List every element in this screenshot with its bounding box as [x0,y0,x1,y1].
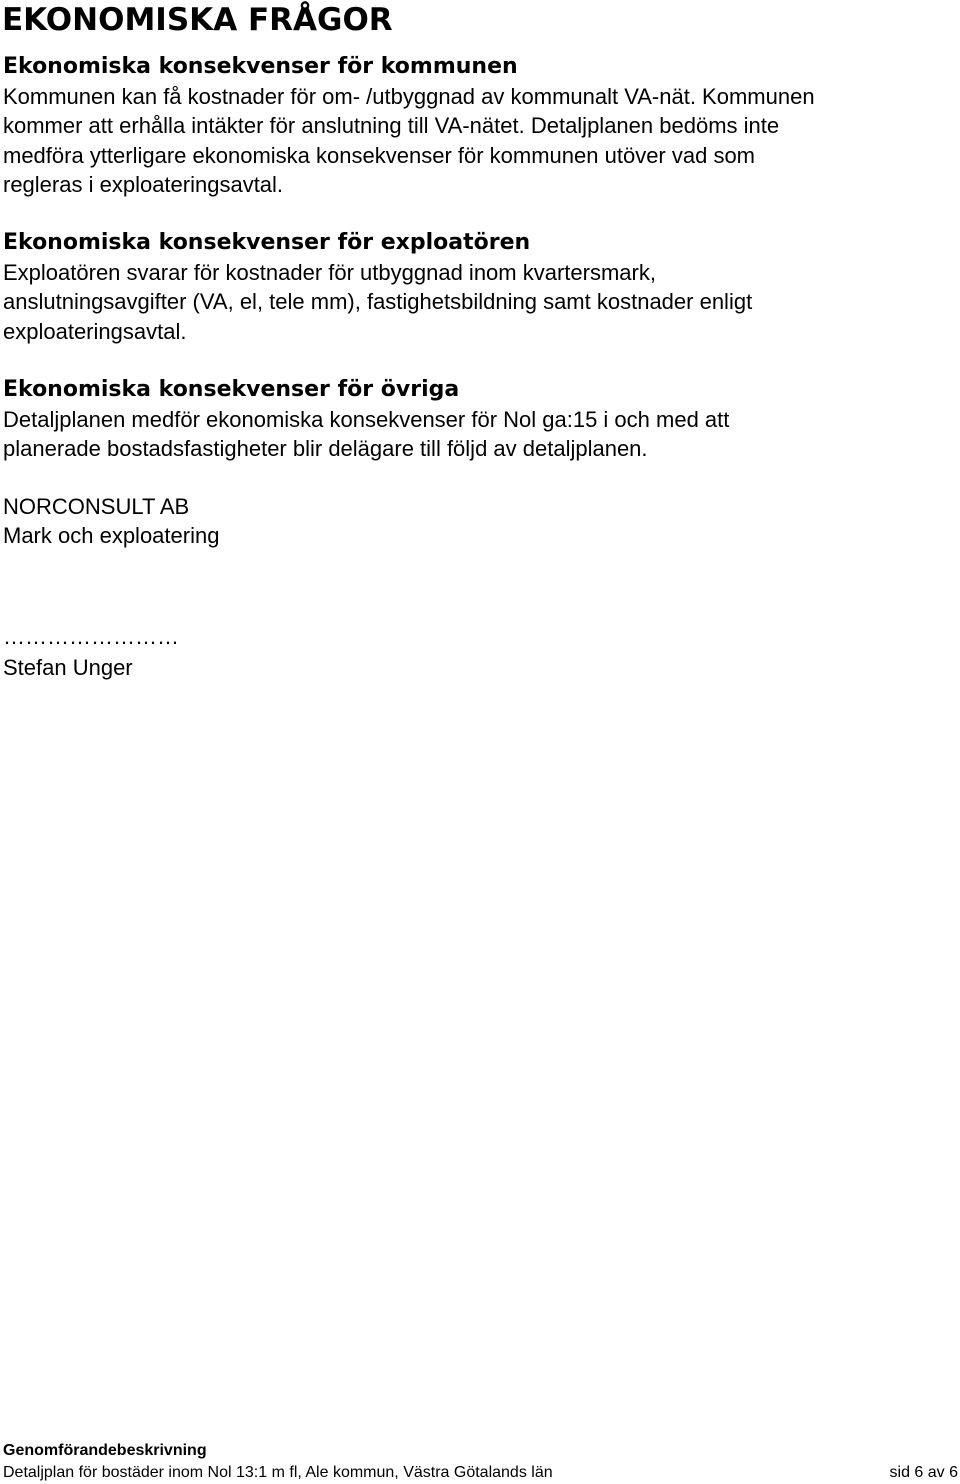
signature-line: …………………… [3,624,179,649]
signatory-name: Stefan Unger [3,655,133,680]
footer-title: Genomförandebeskrivning [3,1442,207,1459]
company-name: NORCONSULT AB [3,494,190,519]
paragraph-line: Exploatören svarar för kostnader för utbyggnad inom kvartersmark, [3,260,656,285]
section-exploatoren [3,228,953,346]
paragraph-line: exploateringsavtal. [3,318,187,344]
paragraph-line: kommer att erhålla intäkter för anslutning till VA-nätet. Detaljplanen bedöms inte [3,113,780,139]
page-number: sid 6 av 6 [889,1464,958,1481]
page-title: EKONOMISKA FRÅGOR [2,2,393,38]
paragraph-line: anslutningsavgifter (VA, el, tele mm), fastighetsbildning samt kostnader enligt [3,289,753,315]
paragraph-line: medföra ytterligare ekonomiska konsekvenser för kommunen utöver vad som [3,142,756,168]
paragraph-line: Kommunen kan få kostnader för om- /utbyggnad av kommunalt VA-nät. Kommunen [3,84,815,109]
paragraph-line: Detaljplanen medför ekonomiska konsekvenser för Nol ga:15 i och med att [3,407,730,432]
paragraph-line: regleras i exploateringsavtal. [3,171,284,197]
paragraph-line: planerade bostadsfastigheter blir delägare till följd av detaljplanen. [3,436,648,462]
section-ovriga [3,375,953,464]
section-heading: Ekonomiska konsekvenser för övriga [3,377,460,402]
section-heading: Ekonomiska konsekvenser för exploatören [3,230,531,255]
footer-row [3,1462,958,1484]
footer-description: Detaljplan för bostäder inom Nol 13:1 m fl, Ale kommun, Västra Götalands län [3,1464,553,1481]
page-footer [3,1440,958,1484]
department-name: Mark och exploatering [3,523,220,549]
section-heading: Ekonomiska konsekvenser för kommunen [3,54,518,79]
signature-block [3,492,219,551]
section-kommunen [3,52,953,199]
